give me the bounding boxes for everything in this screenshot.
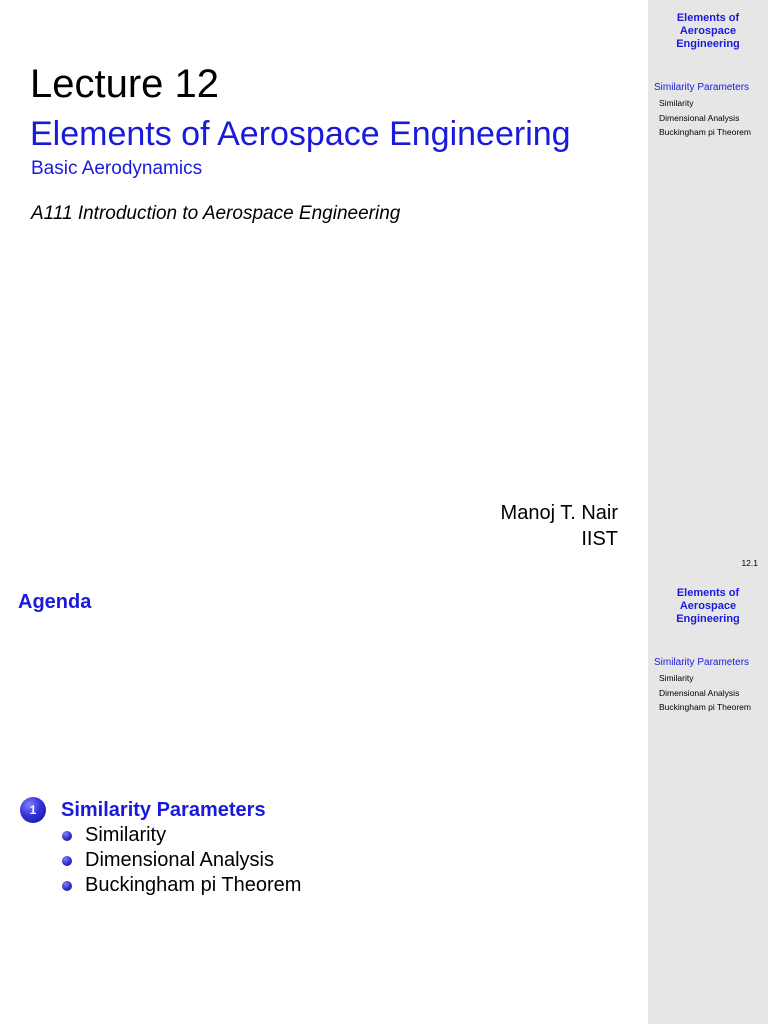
sidebar (648, 575, 768, 1024)
toc-section[interactable] (20, 797, 301, 823)
agenda-heading: Agenda (18, 591, 92, 613)
author-institute: IIST (581, 528, 618, 550)
lecture-number: Lecture 12 (30, 62, 220, 106)
author-block (501, 500, 618, 552)
toc-item[interactable] (62, 873, 301, 898)
toc-item[interactable] (62, 848, 301, 873)
toc-section-label[interactable]: Similarity Parameters (61, 798, 266, 821)
sidebar-subsection-link[interactable]: Buckingham pi Theorem (659, 127, 751, 137)
sidebar-subsection-link[interactable]: Dimensional Analysis (659, 688, 740, 698)
toc-item[interactable] (62, 823, 301, 848)
bullet-icon (62, 831, 72, 841)
bullet-icon (62, 856, 72, 866)
agenda-slide (0, 575, 768, 1024)
table-of-contents (20, 797, 301, 898)
toc-item-label[interactable]: Dimensional Analysis (85, 849, 274, 871)
sidebar-subsection-link[interactable]: Buckingham pi Theorem (659, 702, 751, 712)
sidebar (648, 0, 768, 575)
sidebar-subsection-link[interactable]: Similarity (659, 673, 694, 683)
sidebar-subsection-link[interactable]: Similarity (659, 98, 694, 108)
page-number: 12.1 (741, 558, 758, 568)
course-name: A111 Introduction to Aerospace Engineering (31, 203, 401, 224)
presentation-title: Elements of Aerospace Engineering (30, 115, 571, 153)
bullet-icon (62, 881, 72, 891)
sidebar-section-link[interactable]: Similarity Parameters (654, 82, 750, 93)
presentation-subtitle: Basic Aerodynamics (31, 158, 203, 179)
sidebar-title: Elements of Aerospace Engineering (676, 587, 740, 625)
sidebar-section-link[interactable]: Similarity Parameters (654, 657, 750, 668)
sidebar-subsection-link[interactable]: Dimensional Analysis (659, 113, 740, 123)
section-number-badge: 1 (20, 797, 46, 823)
toc-item-label[interactable]: Buckingham pi Theorem (85, 874, 302, 896)
toc-item-label[interactable]: Similarity (85, 824, 167, 846)
author-name: Manoj T. Nair (500, 502, 618, 524)
sidebar-title: Elements of Aerospace Engineering (676, 12, 740, 50)
